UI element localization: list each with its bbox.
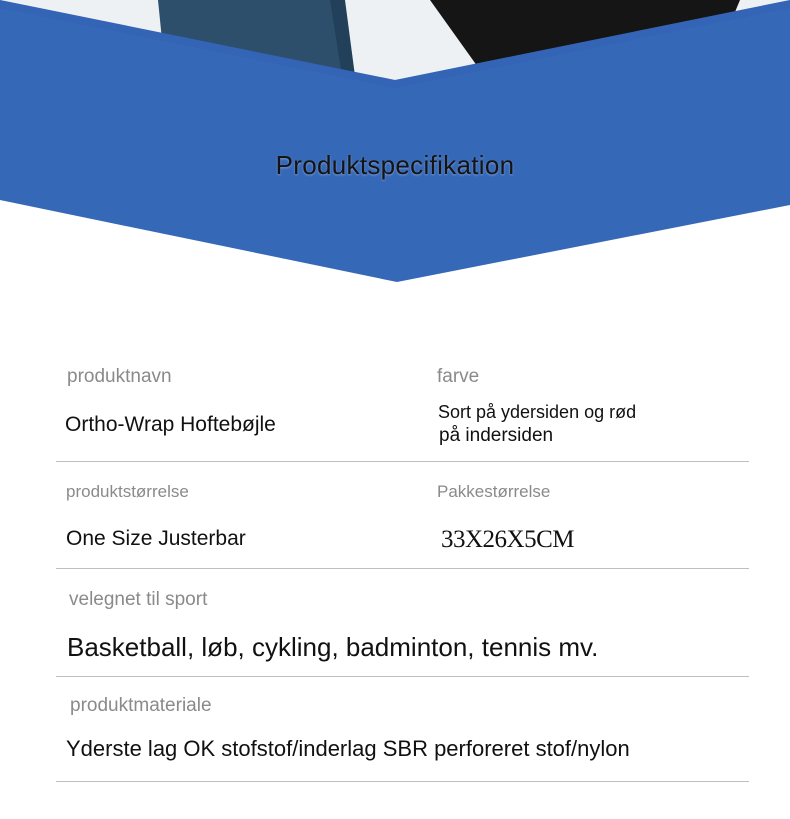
- banner-title: Produktspecifikation: [275, 150, 515, 180]
- color-value-line2: på indersiden: [439, 425, 554, 446]
- package-size-value: 33X26X5CM: [441, 526, 575, 553]
- row-divider: [56, 781, 749, 782]
- hero-banner: [0, 0, 790, 290]
- package-size-label: Pakkestørrelse: [437, 482, 551, 501]
- banner-graphic: [0, 0, 790, 290]
- sport-label: velegnet til sport: [69, 589, 208, 610]
- color-value-line1: Sort på ydersiden og rød: [438, 402, 637, 422]
- spec-table: [56, 350, 749, 790]
- row-divider: [56, 676, 749, 677]
- product-name-label: produktnavn: [67, 366, 172, 387]
- material-label: produktmateriale: [70, 695, 212, 716]
- sport-value: Basketball, løb, cykling, badminton, tennis mv.: [67, 632, 599, 662]
- row-divider: [56, 568, 749, 569]
- product-name-value: Ortho-Wrap Hoftebøjle: [65, 413, 276, 436]
- product-size-label: produktstørrelse: [66, 482, 189, 501]
- material-value: Yderste lag OK stofstof/inderlag SBR perforeret stof/nylon: [66, 736, 630, 761]
- product-size-value: One Size Justerbar: [66, 527, 246, 550]
- row-divider: [56, 461, 749, 462]
- color-label: farve: [437, 366, 480, 387]
